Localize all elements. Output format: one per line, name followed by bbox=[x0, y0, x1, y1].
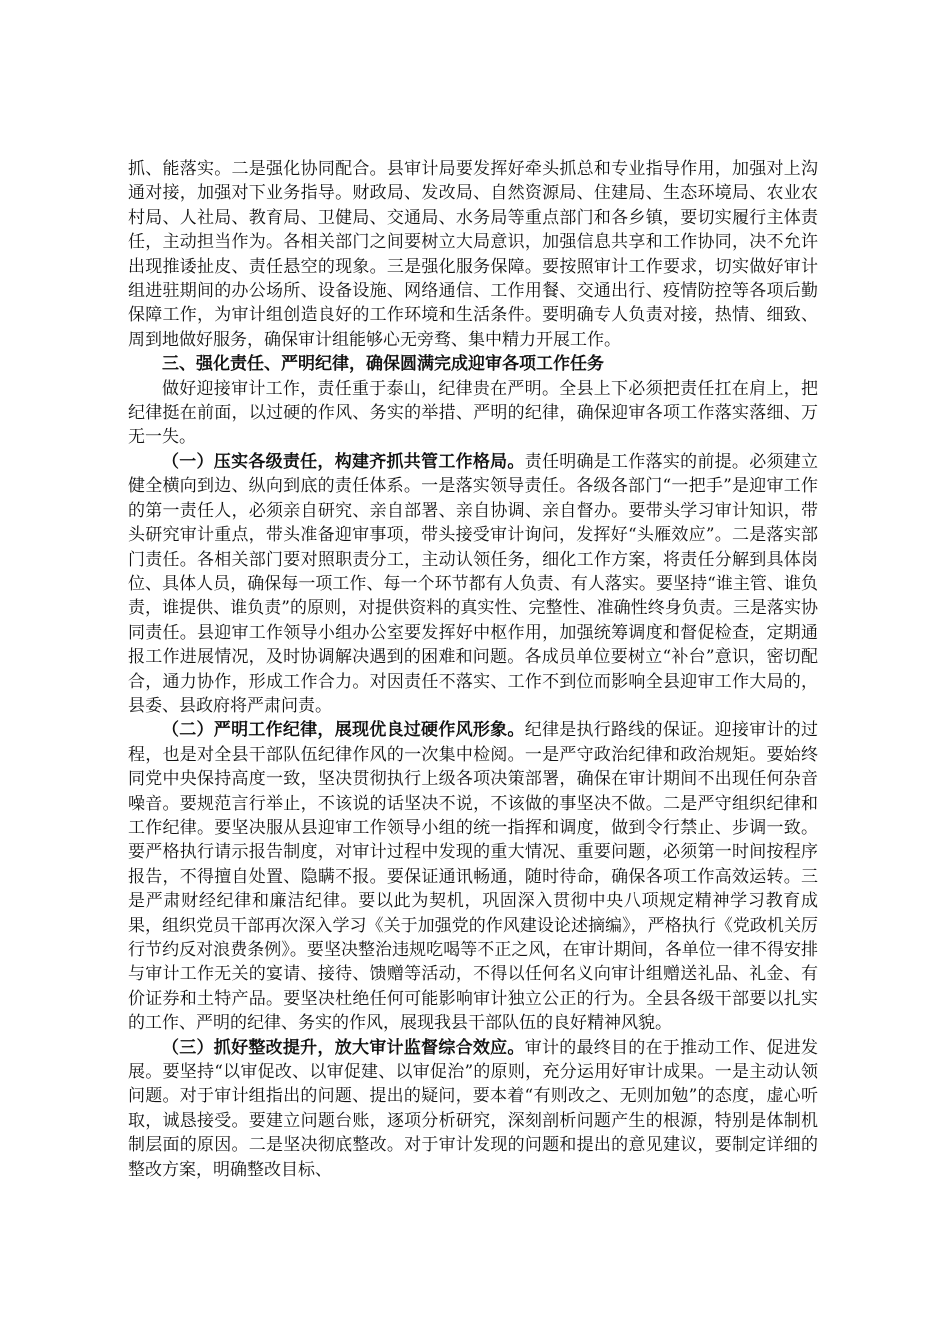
document-page bbox=[128, 157, 818, 1182]
subsection-3-body: 审计的最终目的在于推动工作、促进发展。要坚持“以审促改、以审促建、以审促治”的原则，充分运用好审计成果。一是主动认领问题。对于审计组指出的问题、提出的疑问，要本着“有则改之、无则加勉”的态度，虚心听取，诚恳接受。要建立问题台账，逐项分析研究，深刻剖析问题产生的根源，特别是体制机制层面的原因。二是坚决彻底整改。对于审计发现的问题和提出的意见建议，要制定详细的整改方案，明确整改目标、 bbox=[128, 1037, 819, 1180]
paragraph-continued: 抓、能落实。二是强化协同配合。县审计局要发挥好牵头抓总和专业指导作用，加强对上沟通对接，加强对下业务指导。财政局、发改局、自然资源局、住建局、生态环境局、农业农村局、人社局、教育局、卫健局、交通局、水务局等重点部门和各乡镇，要切实履行主体责任，主动担当作为。各相关部门之间要树立大局意识，加强信息共享和工作协同，决不允许出现推诿扯皮、责任悬空的现象。三是强化服务保障。要按照审计工作要求，切实做好审计组进驻期间的办公场所、设备设施、网络通信、工作用餐、交通出行、疫情防控等各项后勤保障工作，为审计组创造良好的工作环境和生活条件。要明确专人负责对接，热情、细致、周到地做好服务，确保审计组能够心无旁骛、集中精力开展工作。 bbox=[128, 159, 818, 350]
subsection-1-title: （一）压实各级责任，构建齐抓共管工作格局。 bbox=[162, 451, 525, 472]
paragraph-intro: 做好迎接审计工作，责任重于泰山，纪律贵在严明。全县上下必须把责任扛在肩上，把纪律挺在前面，以过硬的作风、务实的举措、严明的纪律，确保迎审各项工作落实落细、万无一失。 bbox=[128, 378, 818, 448]
subsection-3 bbox=[128, 1036, 818, 1182]
subsection-2 bbox=[128, 718, 818, 1035]
subsection-2-title: （二）严明工作纪律，展现优良过硬作风形象。 bbox=[162, 720, 525, 741]
subsection-1-body: 责任明确是工作落实的前提。必须建立健全横向到边、纵向到底的责任体系。一是落实领导责任。各级各部门“一把手”是迎审工作的第一责任人，必须亲自研究、亲自部署、亲自协调、亲自督办。要带头学习审计知识，带头研究审计重点，带头准备迎审事项，带头接受审计询问，发挥好“头雁效应”。二是落实部门责任。各相关部门要对照职责分工，主动认领任务，细化工作方案，将责任分解到具体岗位、具体人员，确保每一项工作、每一个环节都有人负责、有人落实。要坚持“谁主管、谁负责，谁提供、谁负责”的原则，对提供资料的真实性、完整性、准确性终身负责。三是落实协同责任。县迎审工作领导小组办公室要发挥好中枢作用，加强统筹调度和督促检查，定期通报工作进展情况，及时协调解决遇到的困难和问题。各成员单位要树立“补台”意识，密切配合，通力协作，形成工作合力。对因责任不落实、工作不到位而影响全县迎审工作大局的，县委、县政府将严肃问责。 bbox=[128, 451, 819, 716]
subsection-2-body: 纪律是执行路线的保证。迎接审计的过程，也是对全县干部队伍纪律作风的一次集中检阅。一是严守政治纪律和政治规矩。要始终同党中央保持高度一致，坚决贯彻执行上级各项决策部署，确保在审计期间不出现任何杂音噪音。要规范言行举止，不该说的话坚决不说，不该做的事坚决不做。二是严守组织纪律和工作纪律。要坚决服从县迎审工作领导小组的统一指挥和调度，做到令行禁止、步调一致。要严格执行请示报告制度，对审计过程中发现的重大情况、重要问题，必须第一时间按程序报告，不得擅自处置、隐瞒不报。要保证通讯畅通，随时待命，确保各项工作高效运转。三是严肃财经纪律和廉洁纪律。要以此为契机，巩固深入贯彻中央八项规定精神学习教育成果，组织党员干部再次深入学习《关于加强党的作风建设论述摘编》，严格执行《党政机关厉行节约反对浪费条例》。要坚决整治违规吃喝等不正之风，在审计期间，各单位一律不得安排与审计工作无关的宴请、接待、馈赠等活动，不得以任何名义向审计组赠送礼品、礼金、有价证券和土特产品。要坚决杜绝任何可能影响审计独立公正的行为。全县各级干部要以扎实的工作、严明的纪律、务实的作风，展现我县干部队伍的良好精神风貌。 bbox=[128, 720, 819, 1034]
subsection-1 bbox=[128, 450, 818, 718]
section-heading-3: 三、强化责任、严明纪律，确保圆满完成迎审各项工作任务 bbox=[162, 354, 604, 375]
subsection-3-title: （三）抓好整改提升，放大审计监督综合效应。 bbox=[162, 1037, 525, 1058]
